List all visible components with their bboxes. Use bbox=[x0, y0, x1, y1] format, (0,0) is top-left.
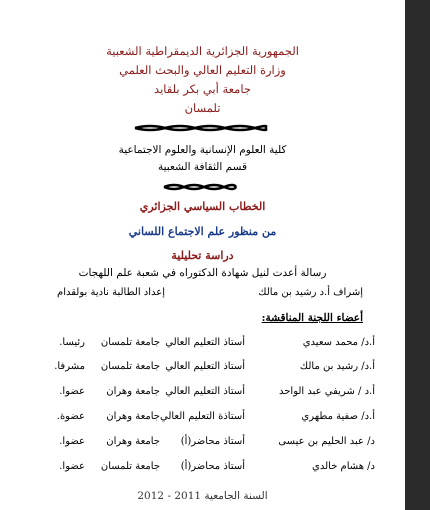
thesis-title: الخطاب السياسي الجزائري bbox=[139, 200, 266, 213]
committee-row bbox=[30, 461, 375, 477]
member-role: مشرفا. bbox=[54, 361, 85, 372]
academic-year: السنة الجامعية 2011 - 2012 bbox=[137, 490, 268, 502]
member-role: عضوة. bbox=[56, 411, 85, 422]
committee-row bbox=[30, 436, 375, 452]
member-rank: أستاذ التعليم العالي bbox=[165, 337, 245, 348]
member-university: جامعة وهران bbox=[106, 411, 160, 422]
member-role: رئيسا. bbox=[59, 337, 85, 348]
committee-row bbox=[30, 361, 375, 377]
study-type: دراسة تحليلية bbox=[171, 249, 234, 262]
member-role: عضوا. bbox=[59, 461, 85, 472]
department-name: قسم الثقافة الشعبية bbox=[157, 161, 247, 173]
member-rank: أستاذ محاضر(أ) bbox=[180, 436, 245, 447]
page-margin-strip bbox=[405, 0, 430, 510]
committee-heading: أعضاء اللجنة المناقشة: bbox=[261, 312, 363, 324]
city-heading: تلمسان bbox=[184, 101, 221, 115]
member-university: جامعة تلمسان bbox=[100, 461, 160, 472]
member-name: د/ عبد الحليم بن عيسى bbox=[278, 436, 375, 447]
university-heading: جامعة أبي بكر بلقايد bbox=[154, 82, 251, 96]
member-university: جامعة وهران bbox=[106, 386, 160, 397]
member-university: جامعة وهران bbox=[106, 436, 160, 447]
member-name: أ.د/ رشيد بن مالك bbox=[299, 361, 375, 372]
member-rank: أستاذة التعليم العالي bbox=[160, 411, 245, 422]
supervisor-label: إشراف أ.د رشيد بن مالك bbox=[258, 287, 363, 298]
committee-row bbox=[30, 337, 375, 353]
member-name: د/ هشام خالدي bbox=[312, 461, 375, 472]
committee-row bbox=[30, 411, 375, 427]
student-label: إعداد الطالبة نادية بولقدام bbox=[57, 287, 165, 298]
member-role: عضوا. bbox=[59, 386, 85, 397]
thesis-description: رسالة أعدت لنيل شهادة الدكتوراه في شعبة علم اللهجات bbox=[78, 267, 327, 279]
member-university: جامعة تلمسان bbox=[100, 361, 160, 372]
member-name: أ.د/ محمد سعيدي bbox=[302, 337, 375, 348]
committee-row bbox=[30, 386, 375, 402]
ornament-divider bbox=[160, 183, 240, 191]
thesis-subtitle: من منظور علم الاجتماع اللساني bbox=[128, 225, 277, 238]
member-rank: أستاذ محاضر(أ) bbox=[180, 461, 245, 472]
faculty-name: كلية العلوم الإنسانية والعلوم الاجتماعية bbox=[118, 144, 287, 156]
member-name: أ.د/ صفية مطهري bbox=[301, 411, 375, 422]
republic-heading: الجمهورية الجزائرية الديمقراطية الشعبية bbox=[106, 44, 299, 58]
member-rank: أستاذ التعليم العالي bbox=[165, 386, 245, 397]
member-name: أ.د / شريفي عبد الواحد bbox=[278, 386, 375, 397]
member-role: عضوا. bbox=[59, 436, 85, 447]
member-rank: أستاذ التعليم العالي bbox=[165, 361, 245, 372]
ornament-divider bbox=[130, 124, 270, 132]
ministry-heading: وزارة التعليم العالي والبحث العلمي bbox=[119, 63, 286, 77]
member-university: جامعة تلمسان bbox=[100, 337, 160, 348]
